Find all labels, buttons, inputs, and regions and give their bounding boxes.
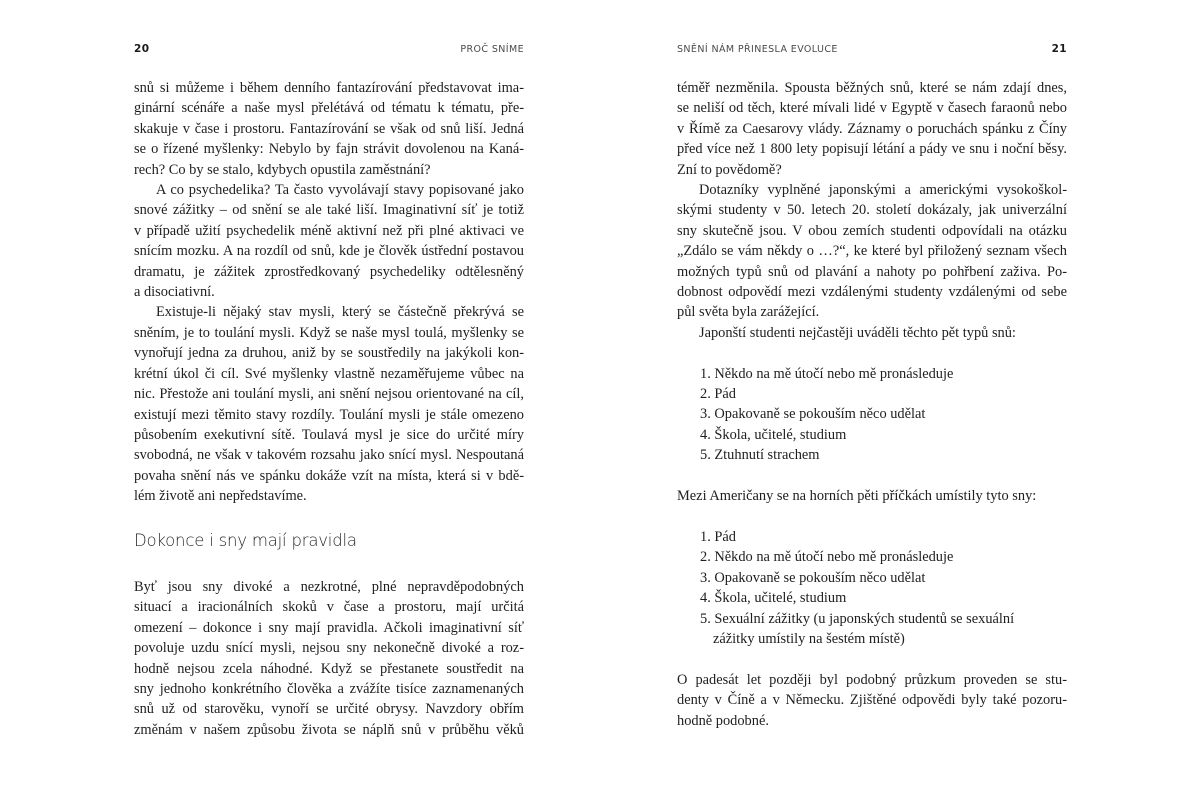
- japanese-dream-list: [677, 364, 1067, 466]
- text-line: povaha snění nás ve spánku dokáže vzít na místa, která si v bdě-: [134, 467, 524, 484]
- text-line: Byť jsou sny divoké a nezkrotné, plné nepravděpodobných: [134, 578, 524, 595]
- text-line: skými studenty v 50. letech 20. století dokázaly, jak univerzální: [677, 202, 1067, 219]
- paragraph: [134, 577, 524, 740]
- left-page-number: 20: [134, 43, 150, 55]
- list-item: 2. Pád: [700, 386, 736, 403]
- text-line: a disociativní.: [134, 284, 215, 301]
- text-line: lém životě ani nepředstavíme.: [134, 488, 307, 505]
- text-line: v případě užití psychedelik méně aktivní než při plné aktivaci ve: [134, 222, 524, 239]
- american-intro: Mezi Američany se na horních pěti příčkách umístily tyto sny:: [677, 488, 1037, 505]
- list-item: 1. Pád: [700, 528, 736, 545]
- text-line: sny skutečně jsou. V obou zemích studenti odpovídali na otázku: [677, 222, 1067, 239]
- paragraph: [677, 78, 1067, 180]
- text-line: sněním, je to toulání mysli. Když se naše mysl toulá, myšlenky se: [134, 324, 524, 341]
- text-line: téměř nezměnila. Spousta běžných snů, které se nám zdají dnes,: [677, 80, 1067, 96]
- text-line: omezení – dokonce i sny mají pravidla. Ačkoli imaginativní síť: [134, 619, 524, 636]
- text-line: hodně podobné.: [677, 712, 769, 729]
- japanese-intro: Japonští studenti nejčastěji uváděli těchto pět typů snů:: [699, 324, 1016, 341]
- text-line: rech? Co by se stalo, kdybych opustila zaměstnání?: [134, 161, 431, 178]
- text-line: v Římě za Caesarovy vlády. Záznamy o poruchách spánku z Číny: [677, 120, 1067, 137]
- text-line: Existuje-li nějaký stav mysli, který se částečně překrývá se: [156, 304, 524, 321]
- left-running-head: [134, 43, 524, 57]
- list-item: 4. Škola, učitelé, studium: [700, 590, 847, 607]
- text-line: možných typů snů od plavání a nahoty po pohřbení zaživa. Po-: [677, 263, 1067, 280]
- text-line: snové zážitky – od snění se ale také liší. Imaginativní síť je totiž: [134, 202, 524, 219]
- text-line: snů už od starověku, vynoří se určité obrysy. Navzdory obřím: [134, 701, 524, 718]
- text-line: sny jednoho konkrétního člověka a zvážíte tisíce zaznamenaných: [134, 680, 524, 697]
- list-item: 3. Opakovaně se pokouším něco udělat: [700, 569, 926, 586]
- text-line: ginární scénáře a naše mysl přelétává od tématu k tématu, pře-: [134, 100, 524, 117]
- list-item: 1. Někdo na mě útočí nebo mě pronásleduje: [700, 365, 954, 382]
- left-body-text: [134, 78, 524, 740]
- paragraph: [677, 670, 1067, 731]
- spacer: [677, 649, 1067, 669]
- left-running-head-title: PROČ SNÍME: [460, 44, 524, 55]
- right-running-head-title: SNĚNÍ NÁM PŘINESLA EVOLUCE: [677, 44, 838, 55]
- text-line: Dotazníky vyplněné japonskými a americkými vysokoškol-: [699, 182, 1067, 199]
- text-line: snů si můžeme i během denního fantazírování představovat ima-: [134, 80, 524, 96]
- text-line: O padesát let později byl podobný průzkum proveden se stu-: [677, 671, 1067, 688]
- spacer: [677, 466, 1067, 486]
- text-line: svobodná, ne však v takovém rozsahu jako snící mysl. Nespoutaná: [134, 447, 524, 464]
- text-line: dobnost odpovědí mezi vzdálenými studenty vzdálenými od sebe: [677, 284, 1067, 301]
- text-line: A co psychedelika? Ta často vyvolávají stavy popisované jako: [156, 182, 524, 199]
- list-item: 4. Škola, učitelé, studium: [700, 426, 847, 443]
- right-page-number: 21: [1051, 43, 1067, 55]
- list-item: 2. Někdo na mě útočí nebo mě pronásleduje: [700, 549, 954, 566]
- text-line: půl světa byla zarážející.: [677, 304, 820, 321]
- text-line: vynořují jedna za druhou, aniž by se soustředily na jakýkoli kon-: [134, 345, 524, 362]
- text-line: situací a iracionálních skoků v čase a prostoru, mají určitá: [134, 599, 524, 616]
- text-line: se neliší od těch, které mívali lidé v Egyptě v časech faraonů nebo: [677, 100, 1067, 117]
- paragraph: [677, 180, 1067, 323]
- list-item-continuation: [677, 629, 1067, 649]
- text-line: snícím mozku. A na rozdíl od snů, kde je člověk ústřední postavou: [134, 243, 524, 260]
- text-line: působením exekutivní sítě. Toulavá mysl je sice do určité míry: [134, 426, 524, 443]
- text-line: hodně nejsou zcela náhodné. Když se přestanete soustředit na: [134, 660, 524, 677]
- list-item-continuation-text: zážitky umístily na šestém místě): [713, 630, 905, 647]
- section-heading: Dokonce i sny mají pravidla: [134, 530, 357, 550]
- text-line: změnám v našem způsobu života se náplň snů v průběhu věků: [134, 721, 524, 738]
- right-body-text: [677, 78, 1067, 731]
- text-line: nic. Přestože ani toulání mysli, ani snění nejsou orientované na cíl,: [134, 386, 524, 403]
- text-line: dramatu, je zážitek zprostředkovaný psychedeliky odtělesněný: [134, 263, 524, 280]
- text-line: „Zdálo se vám někdy o …?“, ke které byl přiložený seznam všech: [677, 243, 1067, 260]
- spacer: [677, 507, 1067, 527]
- text-line: krétní úkol či cíl. Své myšlenky vlastně nezaměřujeme vůbec na: [134, 365, 524, 382]
- list-item: 3. Opakovaně se pokouším něco udělat: [700, 406, 926, 423]
- text-line: se o řízené myšlenky: Nebylo by fajn strávit dovolenou na Kaná-: [134, 141, 524, 158]
- text-line: Zní to povědomě?: [677, 161, 782, 178]
- text-line: před více než 1 800 lety popisují létání a pády ve snu i noční běsy.: [677, 141, 1067, 158]
- text-line: skakuje v čase i prostoru. Fantazírování se však od snů liší. Jedná: [134, 120, 524, 137]
- text-line: povoluje uzdu snící mysli, nejsou sny nekonečně divoké a roz-: [134, 640, 524, 657]
- list-item: 5. Sexuální zážitky (u japonských studentů se sexuální: [700, 610, 1015, 627]
- spacer: [677, 343, 1067, 363]
- right-running-head: [677, 43, 1067, 57]
- paragraph: [134, 78, 524, 180]
- list-item: 5. Ztuhnutí strachem: [700, 447, 820, 464]
- text-line: denty v Číně a v Německu. Zjištěné odpovědi byly také pozoru-: [677, 692, 1067, 709]
- text-line: existují mezi těmito stavy rozdíly. Toulání mysli je stále omezeno: [134, 406, 524, 423]
- paragraph: [134, 180, 524, 302]
- american-dream-list: [677, 527, 1067, 649]
- paragraph: [134, 302, 524, 506]
